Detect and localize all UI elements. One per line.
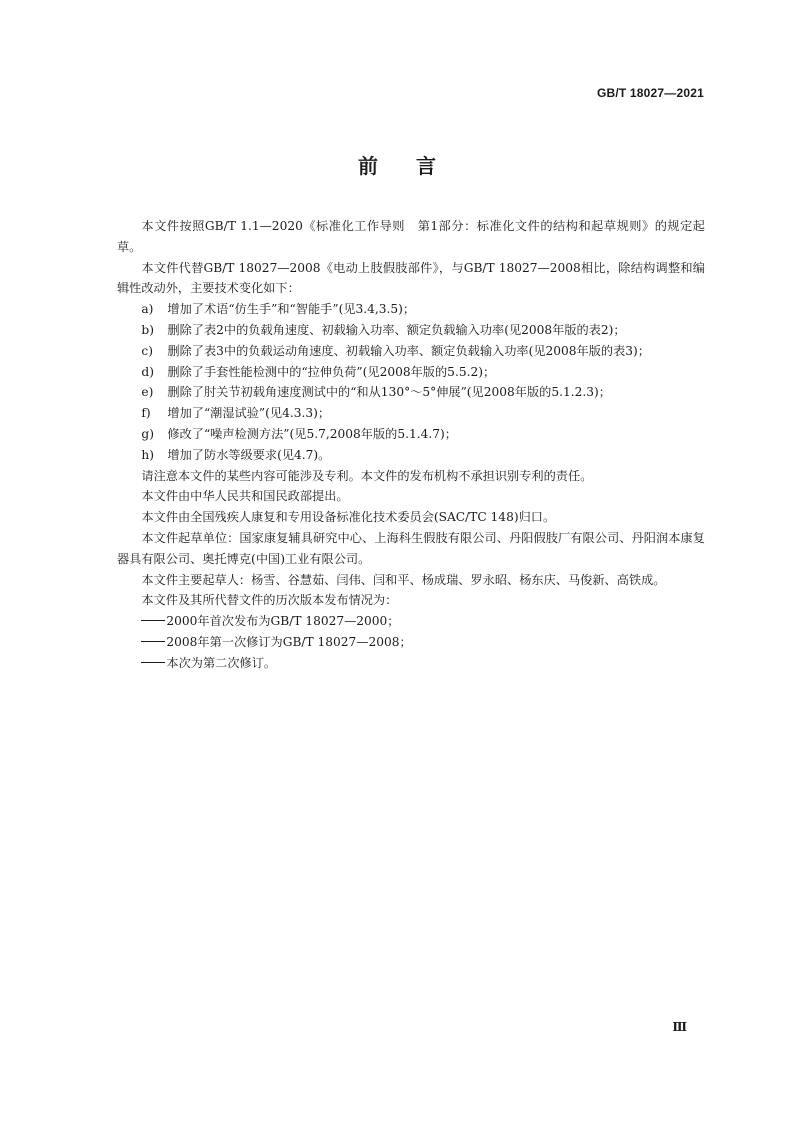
drafting-rules-paragraph: 本文件按照GB/T 1.1—2020《标准化工作导则 第1部分：标准化文件的结构和起草规则》的规定起草。 <box>117 219 705 254</box>
list-marker: f) <box>141 406 151 421</box>
list-marker: h) <box>141 447 154 462</box>
replacement-paragraph: 本文件代替GB/T 18027—2008《电动上肢假肢部件》，与GB/T 18027—2008相比，除结构调整和编辑性改动外，主要技术变化如下： <box>117 260 705 296</box>
page-number: Ⅲ <box>672 1020 687 1034</box>
drafting-units: 本文件起草单位：国家康复辅具研究中心、上海科生假肢有限公司、丹阳假肢厂有限公司、丹阳润本康复器具有限公司、奥托博克(中国)工业有限公司。 <box>117 530 705 566</box>
list-item-text: 增加了“潮湿试验”(见4.3.3)； <box>167 406 331 421</box>
list-marker: b) <box>141 322 154 337</box>
foreword-body <box>117 216 705 674</box>
list-item <box>117 320 705 341</box>
proposer-statement: 本文件由中华人民共和国民政部提出。 <box>141 489 349 504</box>
history-item <box>117 611 705 632</box>
list-marker: a) <box>141 302 154 317</box>
list-marker: g) <box>141 426 154 441</box>
list-item <box>117 424 705 445</box>
em-dash-rule <box>141 620 165 621</box>
history-item-text: 2008年第一次修订为GB/T 18027—2008； <box>166 634 412 649</box>
list-item <box>117 382 705 403</box>
list-item-text: 删除了表2中的负载角速度、初载输入功率、额定负载输入功率(见2008年版的表2)； <box>167 322 626 337</box>
technical-changes-list <box>117 299 705 465</box>
em-dash-rule <box>141 641 165 642</box>
list-item-text: 删除了表3中的负载运动角速度、初载输入功率、额定负载输入功率(见2008年版的表3)； <box>167 343 650 358</box>
list-item-text: 修改了“噪声检测方法”(见5.7,2008年版的5.1.4.7)； <box>167 426 457 441</box>
list-marker: c) <box>141 343 153 358</box>
standard-code: GB/T 18027—2021 <box>596 86 704 100</box>
list-item <box>117 403 705 424</box>
em-dash-rule <box>141 662 165 663</box>
history-item-text: 2000年首次发布为GB/T 18027—2000； <box>166 614 400 629</box>
history-item-text: 本次为第二次修订。 <box>166 655 277 670</box>
list-marker: d) <box>141 364 154 379</box>
list-item-text: 删除了手套性能检测中的“拉伸负荷”(见2008年版的5.5.2)； <box>167 364 496 379</box>
committee-statement: 本文件由全国残疾人康复和专用设备标准化技术委员会(SAC/TC 148)归口。 <box>141 510 556 525</box>
page-title: 前言 <box>358 154 474 178</box>
list-marker: e) <box>141 385 154 400</box>
patent-notice: 请注意本文件的某些内容可能涉及专利。本文件的发布机构不承担识别专利的责任。 <box>141 468 593 483</box>
list-item <box>117 362 705 383</box>
version-history-list <box>117 611 705 673</box>
list-item-text: 删除了肘关节初载角速度测试中的“和从130°～5°伸展”(见2008年版的5.1.2.3)； <box>167 385 611 400</box>
history-item <box>117 632 705 653</box>
list-item <box>117 299 705 320</box>
list-item-text: 增加了术语“仿生手”和“智能手”(见3.4,3.5)； <box>167 302 416 317</box>
history-item <box>117 653 705 674</box>
list-item <box>117 341 705 362</box>
list-item-text: 增加了防水等级要求(见4.7)。 <box>167 447 331 462</box>
drafters: 本文件主要起草人：杨雪、谷慧茹、闫伟、闫和平、杨成瑞、罗永昭、杨东庆、马俊新、高铁成。 <box>141 572 666 587</box>
list-item <box>117 445 705 466</box>
history-intro: 本文件及其所代替文件的历次版本发布情况为： <box>141 593 398 608</box>
